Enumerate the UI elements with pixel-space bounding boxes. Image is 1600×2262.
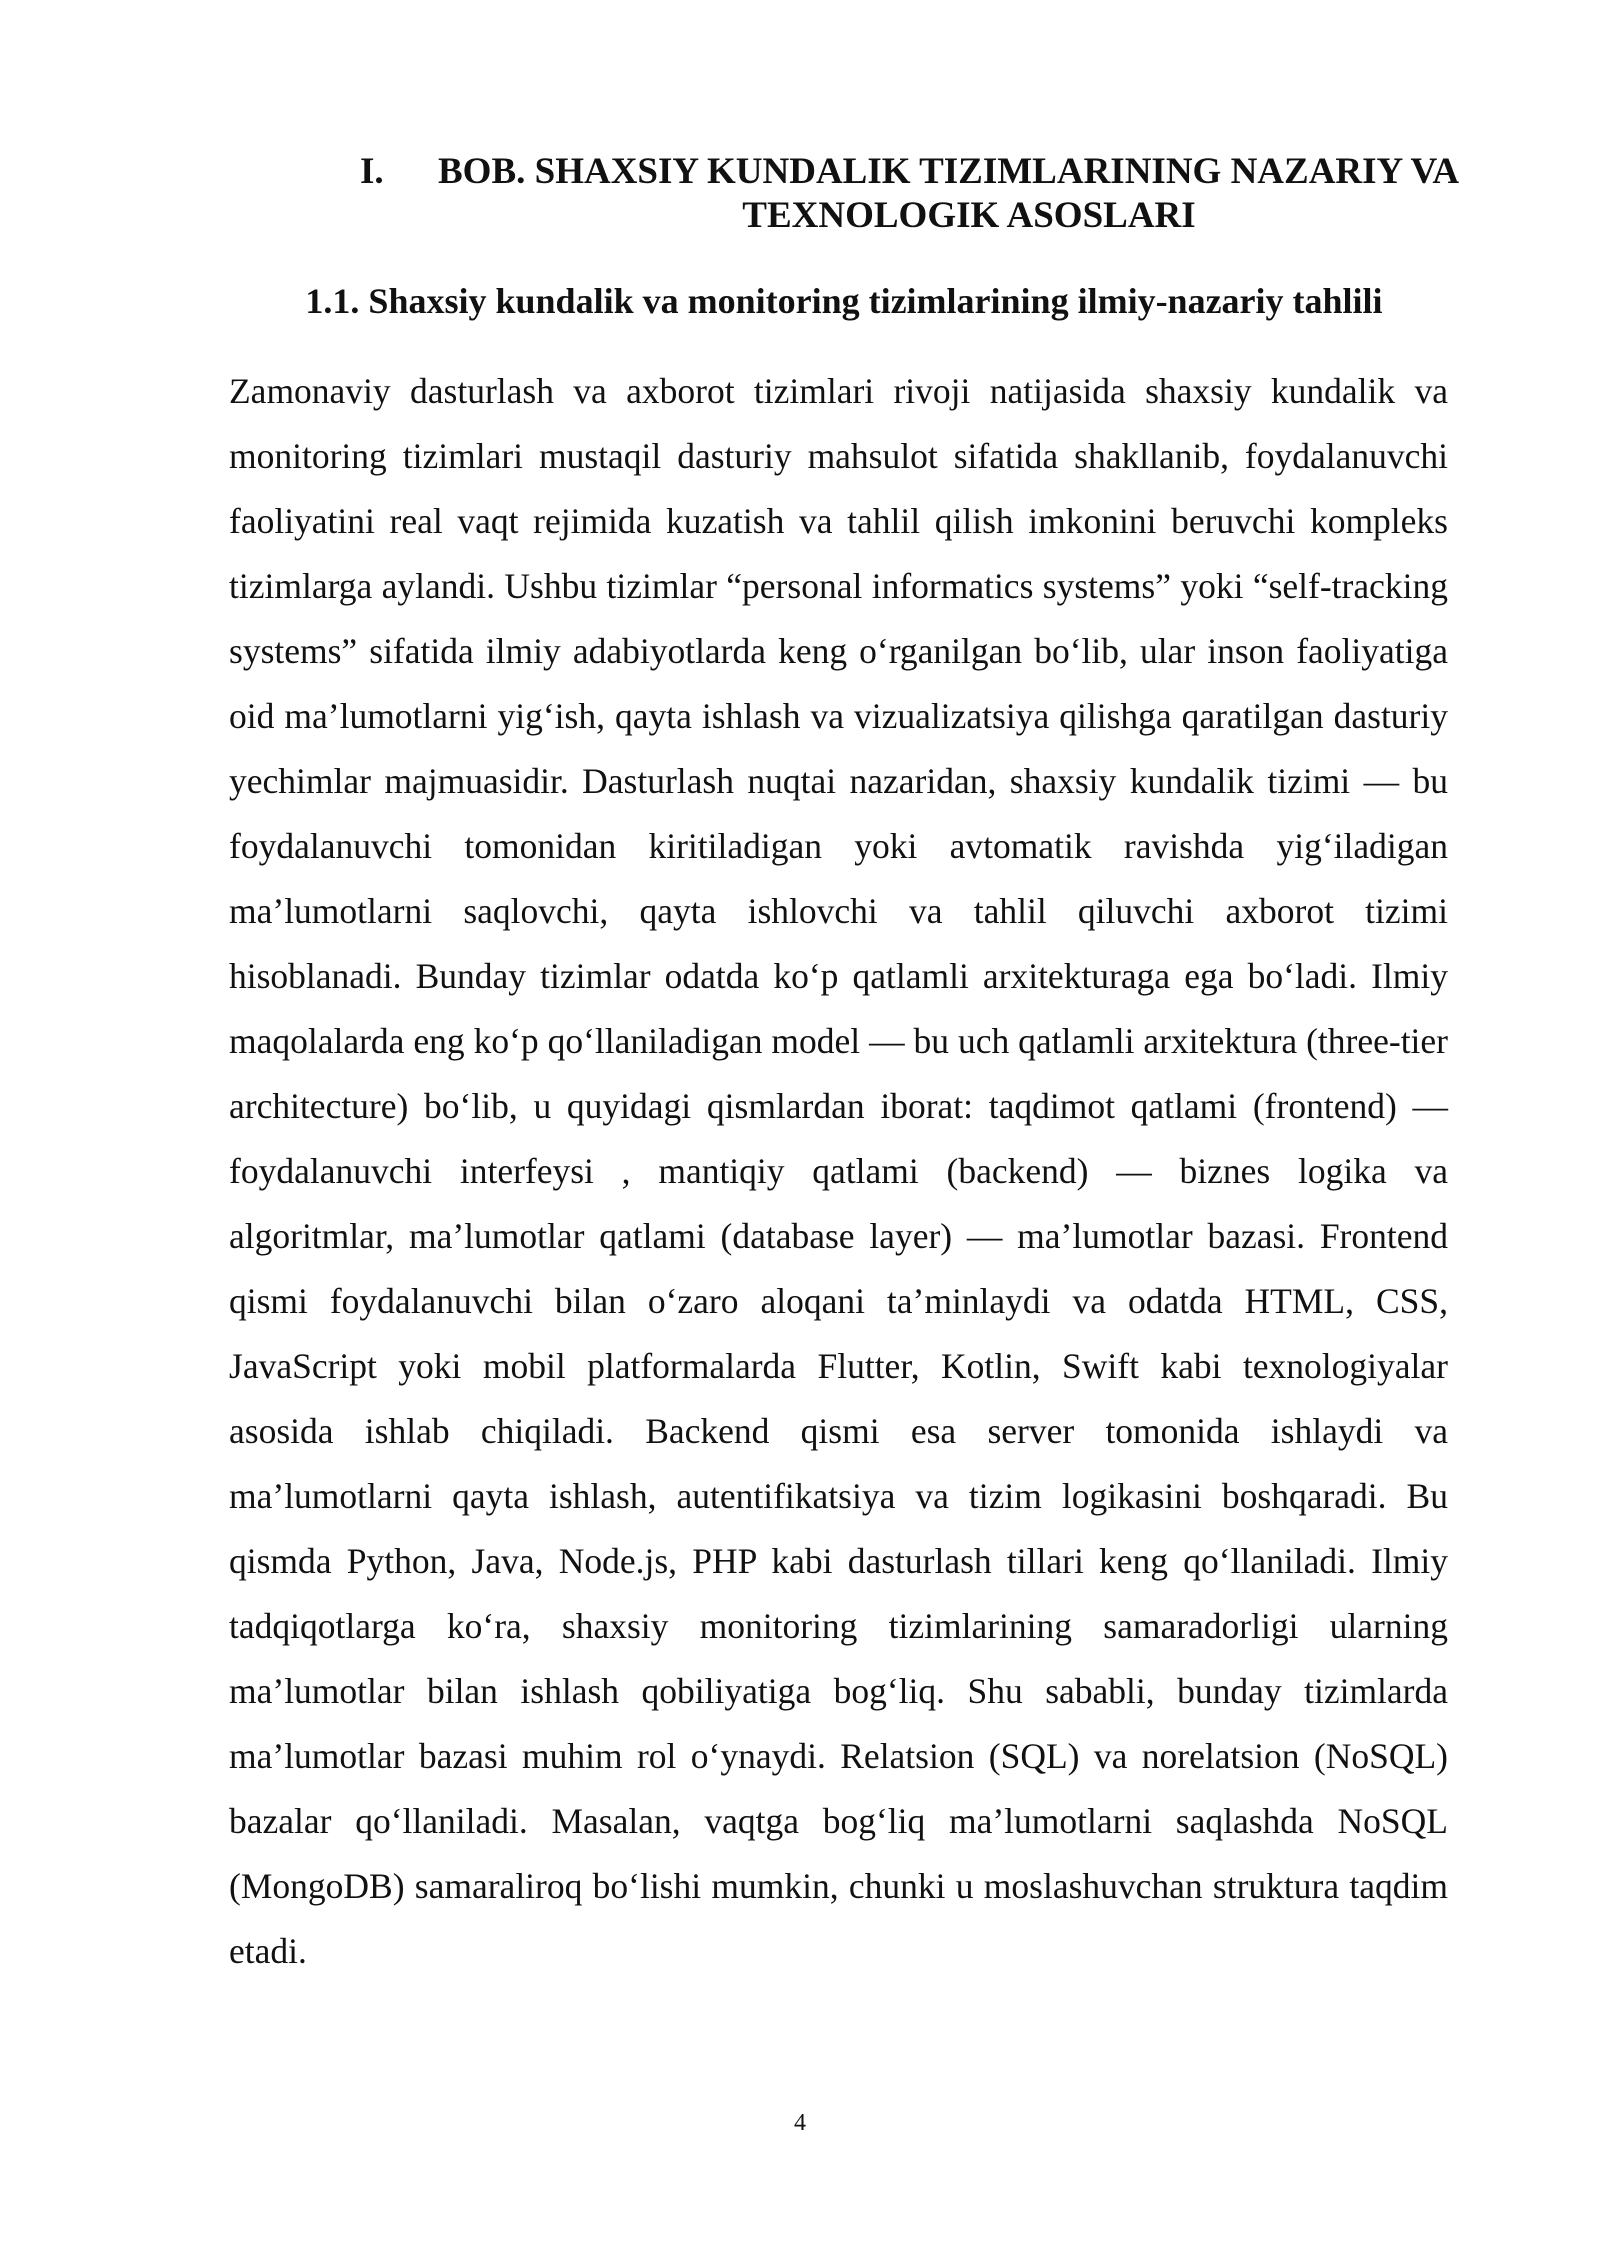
page-number: 4 [794, 2110, 806, 2136]
chapter-title-line2: TEXNOLOGIK ASOSLARI [742, 195, 1196, 236]
chapter-heading-line1 [360, 150, 1500, 194]
body-paragraph: Zamonaviy dasturlash va axborot tizimlari rivoji natijasida shaxsiy kundalik va monitoring tizimlari mustaqil dasturiy mahsulot sifatida shakllanib, foydalanuvchi faoliyatini real vaqt rejimida kuzatish va tahlil qilish imkonini beruvchi kompleks tizimlarga aylandi. Ushbu tizimlar “personal informatics systems” yoki “self-tracking systems” sifatida ilmiy adabiyotlarda keng o‘rganilgan bo‘lib, ular inson faoliyatiga oid ma’lumotlarni yig‘ish, qayta ishlash va vizualizatsiya qilishga qaratilgan dasturiy yechimlar majmuasidir. Dasturlash nuqtai nazaridan, shaxsiy kundalik tizimi — bu foydalanuvchi tomonidan kiritiladigan yoki avtomatik ravishda yig‘iladigan ma’lumotlarni saqlovchi, qayta ishlovchi va tahlil qiluvchi axborot tizimi hisoblanadi. Bunday tizimlar odatda ko‘p qatlamli arxitekturaga ega bo‘ladi. Ilmiy maqolalarda eng ko‘p qo‘llaniladigan model — bu uch qatlamli arxitektura (three-tier architecture) bo‘lib, u quyidagi qismlardan iborat: taqdimot qatlami (frontend) — foydalanuvchi interfeysi , mantiqiy qatlami (backend) — biznes logika va algoritmlar, ma’lumotlar qatlami (database layer) — ma’lumotlar bazasi. Frontend qismi foydalanuvchi bilan o‘zaro aloqani ta’minlaydi va odatda HTML, CSS, JavaScript yoki mobil platformalarda Flutter, Kotlin, Swift kabi texnologiyalar asosida ishlab chiqiladi. Backend qismi esa server tomonida ishlaydi va ma’lumotlarni qayta ishlash, autentifikatsiya va tizim logikasini boshqaradi. Bu qismda Python, Java, Node.js, PHP kabi dasturlash tillari keng qo‘llaniladi. Ilmiy tadqiqotlarga ko‘ra, shaxsiy monitoring tizimlarining samaradorligi ularning ma’lumotlar bilan ishlash qobiliyatiga bog‘liq. Shu sababli, bunday tizimlarda ma’lumotlar bazasi muhim rol o‘ynaydi. Relatsion (SQL) va norelatsion (NoSQL) bazalar qo‘llaniladi. Masalan, vaqtga bog‘liq ma’lumotlarni saqlashda NoSQL (MongoDB) samaraliroq bo‘lishi mumkin, chunki u moslashuvchan struktura taqdim etadi. [229, 371, 1448, 1971]
chapter-title-line1: BOB. SHAXSIY KUNDALIK TIZIMLARINING NAZARIY VA [438, 151, 1460, 192]
section-heading: 1.1. Shaxsiy kundalik va monitoring tizimlarining ilmiy-nazariy tahlili [305, 281, 1383, 321]
chapter-heading [360, 150, 1500, 238]
chapter-numeral: I. [360, 151, 384, 192]
